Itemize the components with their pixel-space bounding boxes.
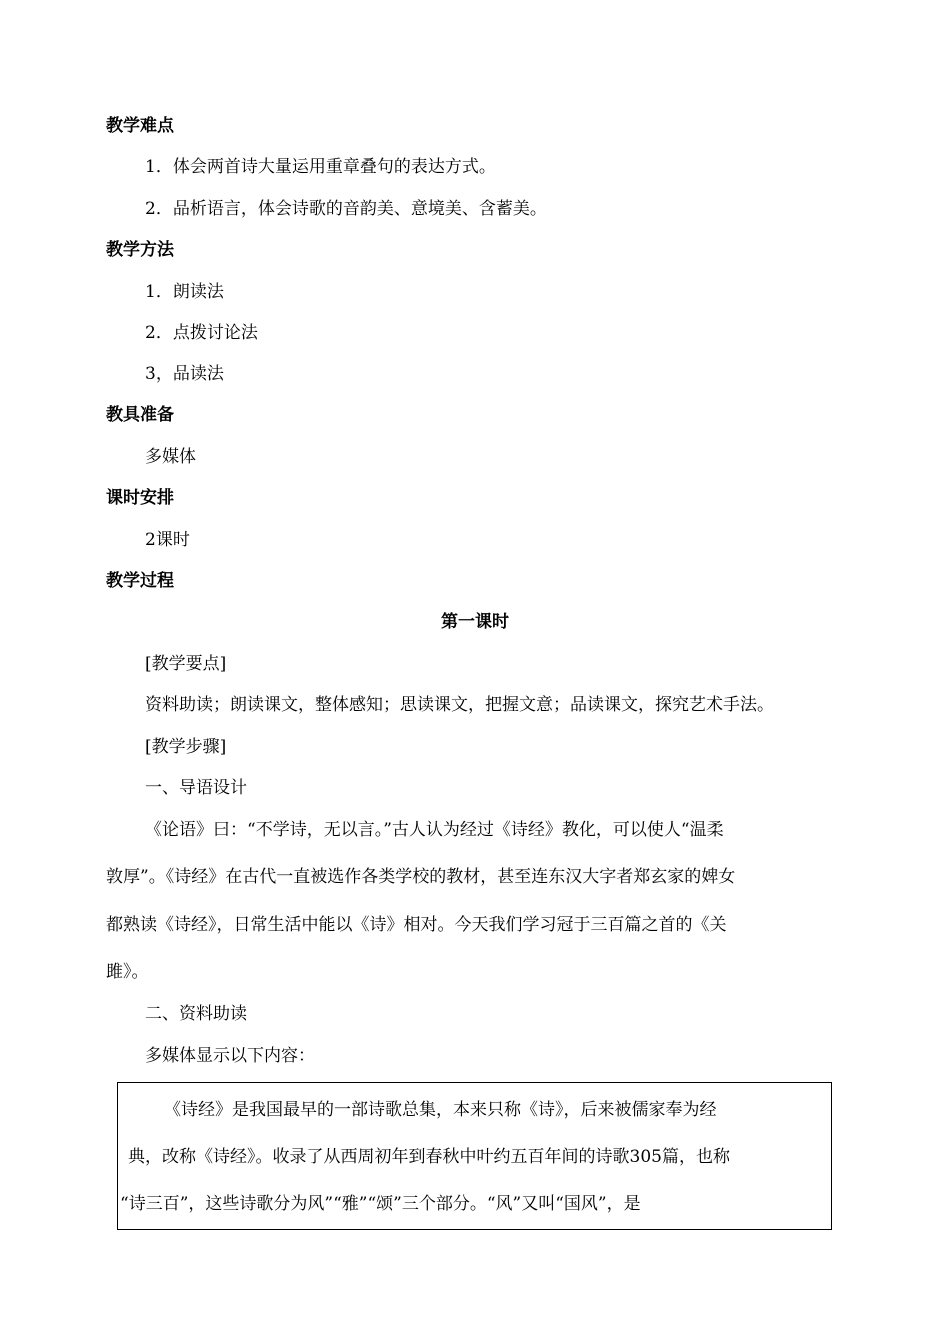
step2-title: 二、资料助读 — [145, 1004, 247, 1024]
step1-line-3: 都熟读《诗经》，日常生活中能以《诗》相对。今天我们学习冠于三百篇之首的《关 — [106, 915, 727, 935]
method-item-1: 1．朗读法 — [145, 282, 224, 302]
tools-item-1: 多媒体 — [145, 447, 196, 467]
heading-class-schedule: 课时安排 — [106, 488, 174, 508]
heading-teaching-methods: 教学方法 — [106, 240, 174, 260]
heading-teaching-process: 教学过程 — [106, 571, 174, 591]
heading-teaching-difficulty: 教学难点 — [106, 116, 174, 136]
box-line-2: 典，改称《诗经》。收录了从西周初年到春秋中叶约五百年间的诗歌305篇，也称 — [128, 1147, 730, 1167]
steps-label: [教学步骤] — [145, 737, 227, 757]
box-line-1: 《诗经》是我国最早的一部诗歌总集，本来只称《诗》，后来被儒家奉为经 — [164, 1100, 717, 1120]
multimedia-content-box — [117, 1082, 832, 1230]
step1-title: 一、导语设计 — [145, 778, 247, 798]
schedule-item-1: 2课时 — [145, 530, 190, 550]
heading-teaching-tools: 教具准备 — [106, 405, 174, 425]
lesson-title: 第一课时 — [441, 612, 509, 632]
method-item-3: 3，品读法 — [145, 364, 224, 384]
step1-line-2: 敦厚”。《诗经》在古代一直被选作各类学校的教材，甚至连东汉大字者郑玄家的婢女 — [106, 867, 736, 887]
difficulty-item-2: 2．品析语言，体会诗歌的音韵美、意境美、含蓄美。 — [145, 199, 547, 219]
step1-line-4: 雎》。 — [106, 962, 149, 982]
method-item-2: 2．点拨讨论法 — [145, 323, 258, 343]
step2-intro: 多媒体显示以下内容： — [145, 1046, 315, 1066]
step1-line-1: 《论语》曰：“不学诗，无以言。”古人认为经过《诗经》教化，可以使人“温柔 — [145, 820, 724, 840]
key-points-text: 资料助读；朗读课文，整体感知；思读课文，把握文意；品读课文，探究艺术手法。 — [145, 695, 774, 715]
difficulty-item-1: 1．体会两首诗大量运用重章叠句的表达方式。 — [145, 157, 496, 177]
box-line-3: “诗三百”，这些诗歌分为风”“雅”“颂”三个部分。“风”又叫“国风”，是 — [120, 1194, 641, 1214]
key-points-label: [教学要点] — [145, 654, 227, 674]
